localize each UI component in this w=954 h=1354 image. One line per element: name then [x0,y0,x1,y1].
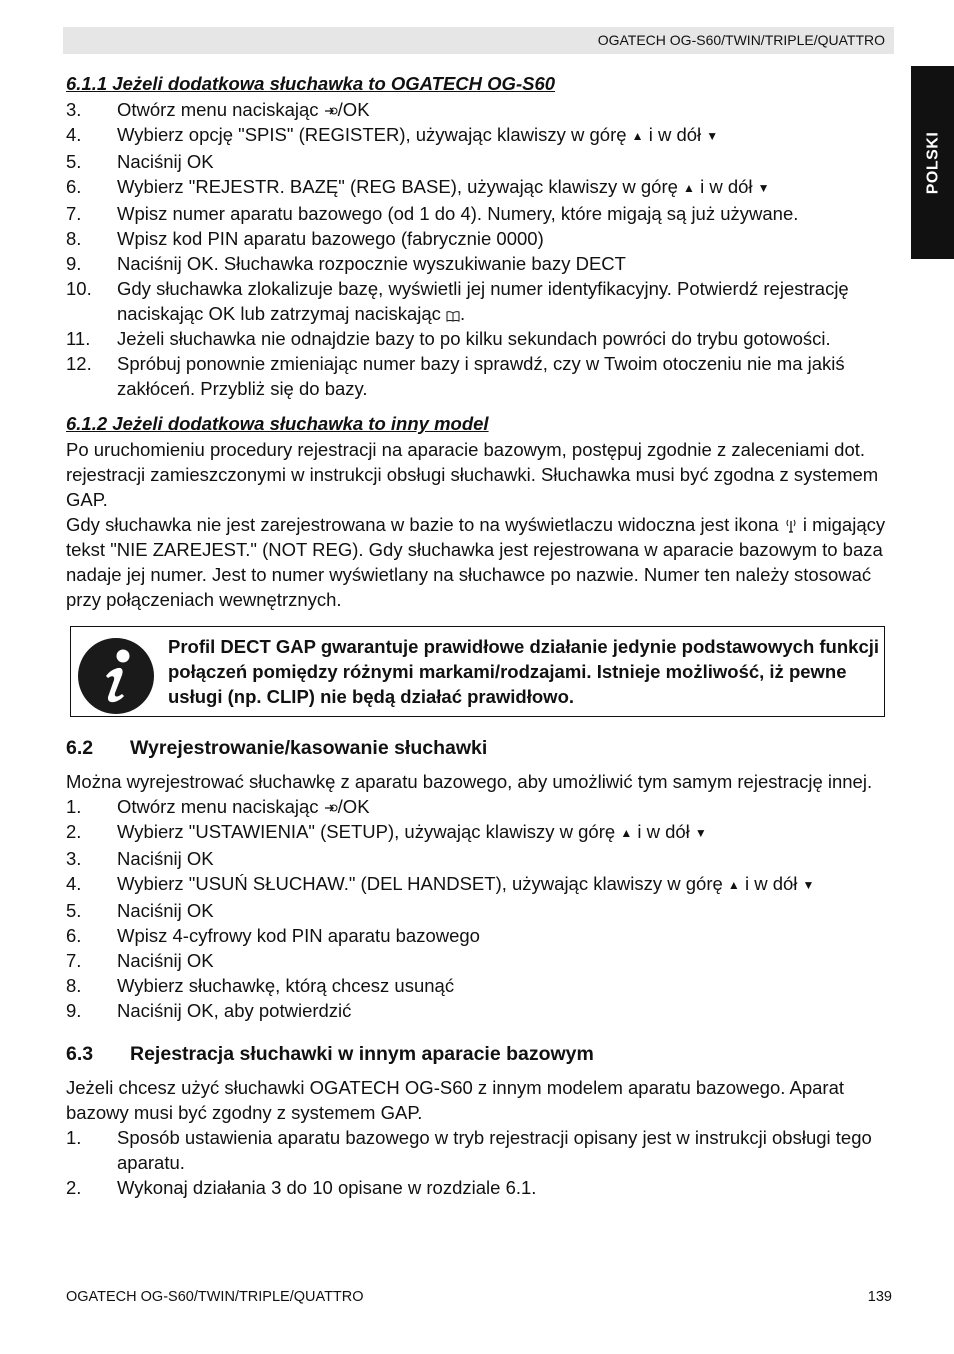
notice-text: Profil DECT GAP gwarantuje prawidłowe działanie jedynie podstawowych funkcji połączeń pomiędzy różnymi markami/rodzajami. Istnieje możliwość, iż pewne usługi (np. CLIP) nie będą działać prawidłowo. [168,636,880,707]
step-text: Wybierz opcję "SPIS" (REGISTER), używając klawiszy w górę [117,124,632,145]
step-text: Spróbuj ponownie zmieniając numer bazy i sprawdź, czy w Twoim otoczeniu nie ma jakiś zakłóceń. Przybliż się do bazy. [117,353,845,399]
paragraph: Można wyrejestrować słuchawkę z aparatu bazowego, aby umożliwić tym samym rejestrację innej. [66,771,873,792]
step-text: Sposób ustawienia aparatu bazowego w tryb rejestracji opisany jest w instrukcji obsługi tego aparatu. [117,1127,872,1173]
up-triangle-icon: ▲ [631,129,644,143]
paragraph-text: i migający tekst "NIE ZAREJEST." (NOT REG). Gdy słuchawka jest rejestrowana w aparacie bazowym to baza nadaje jej numer. Jest to numer wyświetlany na słuchawce po nazwie. Numer ten należy stosować przy połączeniach wewnętrznych. [66,514,886,610]
step-number: 7. [66,950,82,971]
step-text: Wybierz "USUŃ SŁUCHAW." (DEL HANDSET), używając klawiszy w górę [117,873,728,894]
step-number: 6. [66,176,82,197]
list-item [66,898,892,923]
list-item [66,973,892,998]
list-item [66,326,892,351]
list-item [66,226,892,251]
step-text: Naciśnij OK [117,900,214,921]
step-number: 5. [66,900,82,921]
phonebook-icon [446,310,460,322]
steps-6-1-1 [66,97,892,401]
steps-6-3 [66,1125,892,1200]
step-text: Wybierz "USTAWIENIA" (SETUP), używając klawiszy w górę [117,821,621,842]
step-number: 4. [66,873,82,894]
step-number: 4. [66,124,82,145]
footer-title: OGATECH OG-S60/TWIN/TRIPLE/QUATTRO [66,1289,364,1305]
step-text: Gdy słuchawka zlokalizuje bazę, wyświetli jej numer identyfikacyjny. Potwierdź rejestrację naciskając OK lub zatrzymaj naciskając [117,278,849,324]
step-number: 5. [66,151,82,172]
step-number: 3. [66,848,82,869]
step-text: Naciśnij OK. Słuchawka rozpocznie wyszukiwanie bazy DECT [117,253,626,274]
paragraph: Jeżeli chcesz użyć słuchawki OGATECH OG-S60 z innym modelem aparatu bazowego. Aparat bazowy musi być zgodny z systemem GAP. [66,1077,845,1123]
section-6-3-heading [66,1041,892,1067]
list-item [66,846,892,871]
header-bar [63,27,894,54]
info-icon [77,637,155,715]
language-tab [911,66,954,259]
list-item [66,97,892,122]
list-item [66,948,892,973]
step-number: 8. [66,975,82,996]
step-text: Otwórz menu naciskając [117,99,324,120]
paragraph: Po uruchomieniu procedury rejestracji na aparacie bazowym, postępuj zgodnie z zaleceniami dot. rejestracji zamieszczonymi w instrukcji obsługi słuchawki. Słuchawka musi być zgodna z systemem GAP. [66,439,879,510]
step-number: 11. [66,328,91,349]
list-item [66,871,892,898]
down-triangle-icon: ▼ [694,826,707,840]
step-text: Wpisz numer aparatu bazowego (od 1 do 4). Numery, które migają są już używane. [117,203,799,224]
step-number: 1. [66,1127,82,1148]
step-text-suffix: i w dół [739,873,803,894]
antenna-icon [784,517,798,533]
menu-arrow-icon [324,104,338,118]
step-text-suffix: /OK [337,796,370,817]
running-title: OGATECH OG-S60/TWIN/TRIPLE/QUATTRO [597,32,885,48]
list-item [66,1125,892,1175]
section-number: 6.2 [66,737,94,759]
step-number: 7. [66,203,82,224]
section-number: 6.3 [66,1043,94,1065]
step-text-suffix: i w dół [643,124,707,145]
list-item [66,1175,892,1200]
page-content [66,71,892,1200]
up-triangle-icon: ▲ [683,181,695,195]
up-triangle-icon: ▲ [620,826,633,840]
step-text: Naciśnij OK [117,848,214,869]
step-text: Naciśnij OK [117,151,214,172]
list-item [66,794,892,819]
step-text: Wpisz 4-cyfrowy kod PIN aparatu bazowego [117,925,480,946]
step-text-suffix: i w dół [694,176,758,197]
list-item [66,819,892,846]
step-number: 10. [66,278,92,299]
step-text: Naciśnij OK [117,950,214,971]
step-number: 1. [66,796,82,817]
list-item [66,174,892,201]
paragraph-text: Gdy słuchawka nie jest zarejestrowana w bazie to na wyświetlaczu widoczna jest ikona [66,514,784,535]
steps-6-2 [66,794,892,1023]
step-text-suffix: i w dół [632,821,695,842]
list-item [66,122,892,149]
section-title: Wyrejestrowanie/kasowanie słuchawki [130,737,488,759]
info-notice [70,626,885,717]
down-triangle-icon: ▼ [802,878,815,892]
list-item [66,998,892,1023]
step-number: 6. [66,925,82,946]
list-item [66,276,892,326]
step-number: 12. [66,353,92,374]
step-number: 3. [66,99,82,120]
list-item [66,149,892,174]
language-tab-label: POLSKI [924,131,941,194]
list-item [66,351,892,401]
step-text: Wybierz słuchawkę, którą chcesz usunąć [117,975,455,996]
step-text: Wykonaj działania 3 do 10 opisane w rozdziale 6.1. [117,1177,537,1198]
menu-arrow-icon [324,801,338,815]
down-triangle-icon: ▼ [706,129,719,143]
step-text: Wybierz "REJESTR. BAZĘ" (REG BASE), używając klawiszy w górę [117,176,684,197]
list-item [66,923,892,948]
subsection-6-1-2-title: 6.1.2 Jeżeli dodatkowa słuchawka to inny model [66,413,489,434]
list-item [66,201,892,226]
step-number: 9. [66,1000,82,1021]
subsection-6-1-1-title: 6.1.1 Jeżeli dodatkowa słuchawka to OGATECH OG-S60 [66,73,556,94]
step-text: Jeżeli słuchawka nie odnajdzie bazy to po kilku sekundach powróci do trybu gotowości. [117,328,831,349]
section-6-2-heading [66,735,892,761]
down-triangle-icon: ▼ [757,181,770,195]
section-title: Rejestracja słuchawki w innym aparacie bazowym [130,1043,594,1065]
step-text: Wpisz kod PIN aparatu bazowego (fabrycznie 0000) [117,228,544,249]
up-triangle-icon: ▲ [727,878,740,892]
step-number: 8. [66,228,82,249]
paragraph [66,512,892,612]
step-text: Naciśnij OK, aby potwierdzić [117,1000,352,1021]
step-number: 9. [66,253,82,274]
step-text-suffix: . [460,303,466,324]
step-number: 2. [66,1177,82,1198]
step-text-suffix: /OK [337,99,370,120]
step-text: Otwórz menu naciskając [117,796,324,817]
step-number: 2. [66,821,82,842]
page-number: 139 [867,1289,892,1305]
list-item [66,251,892,276]
